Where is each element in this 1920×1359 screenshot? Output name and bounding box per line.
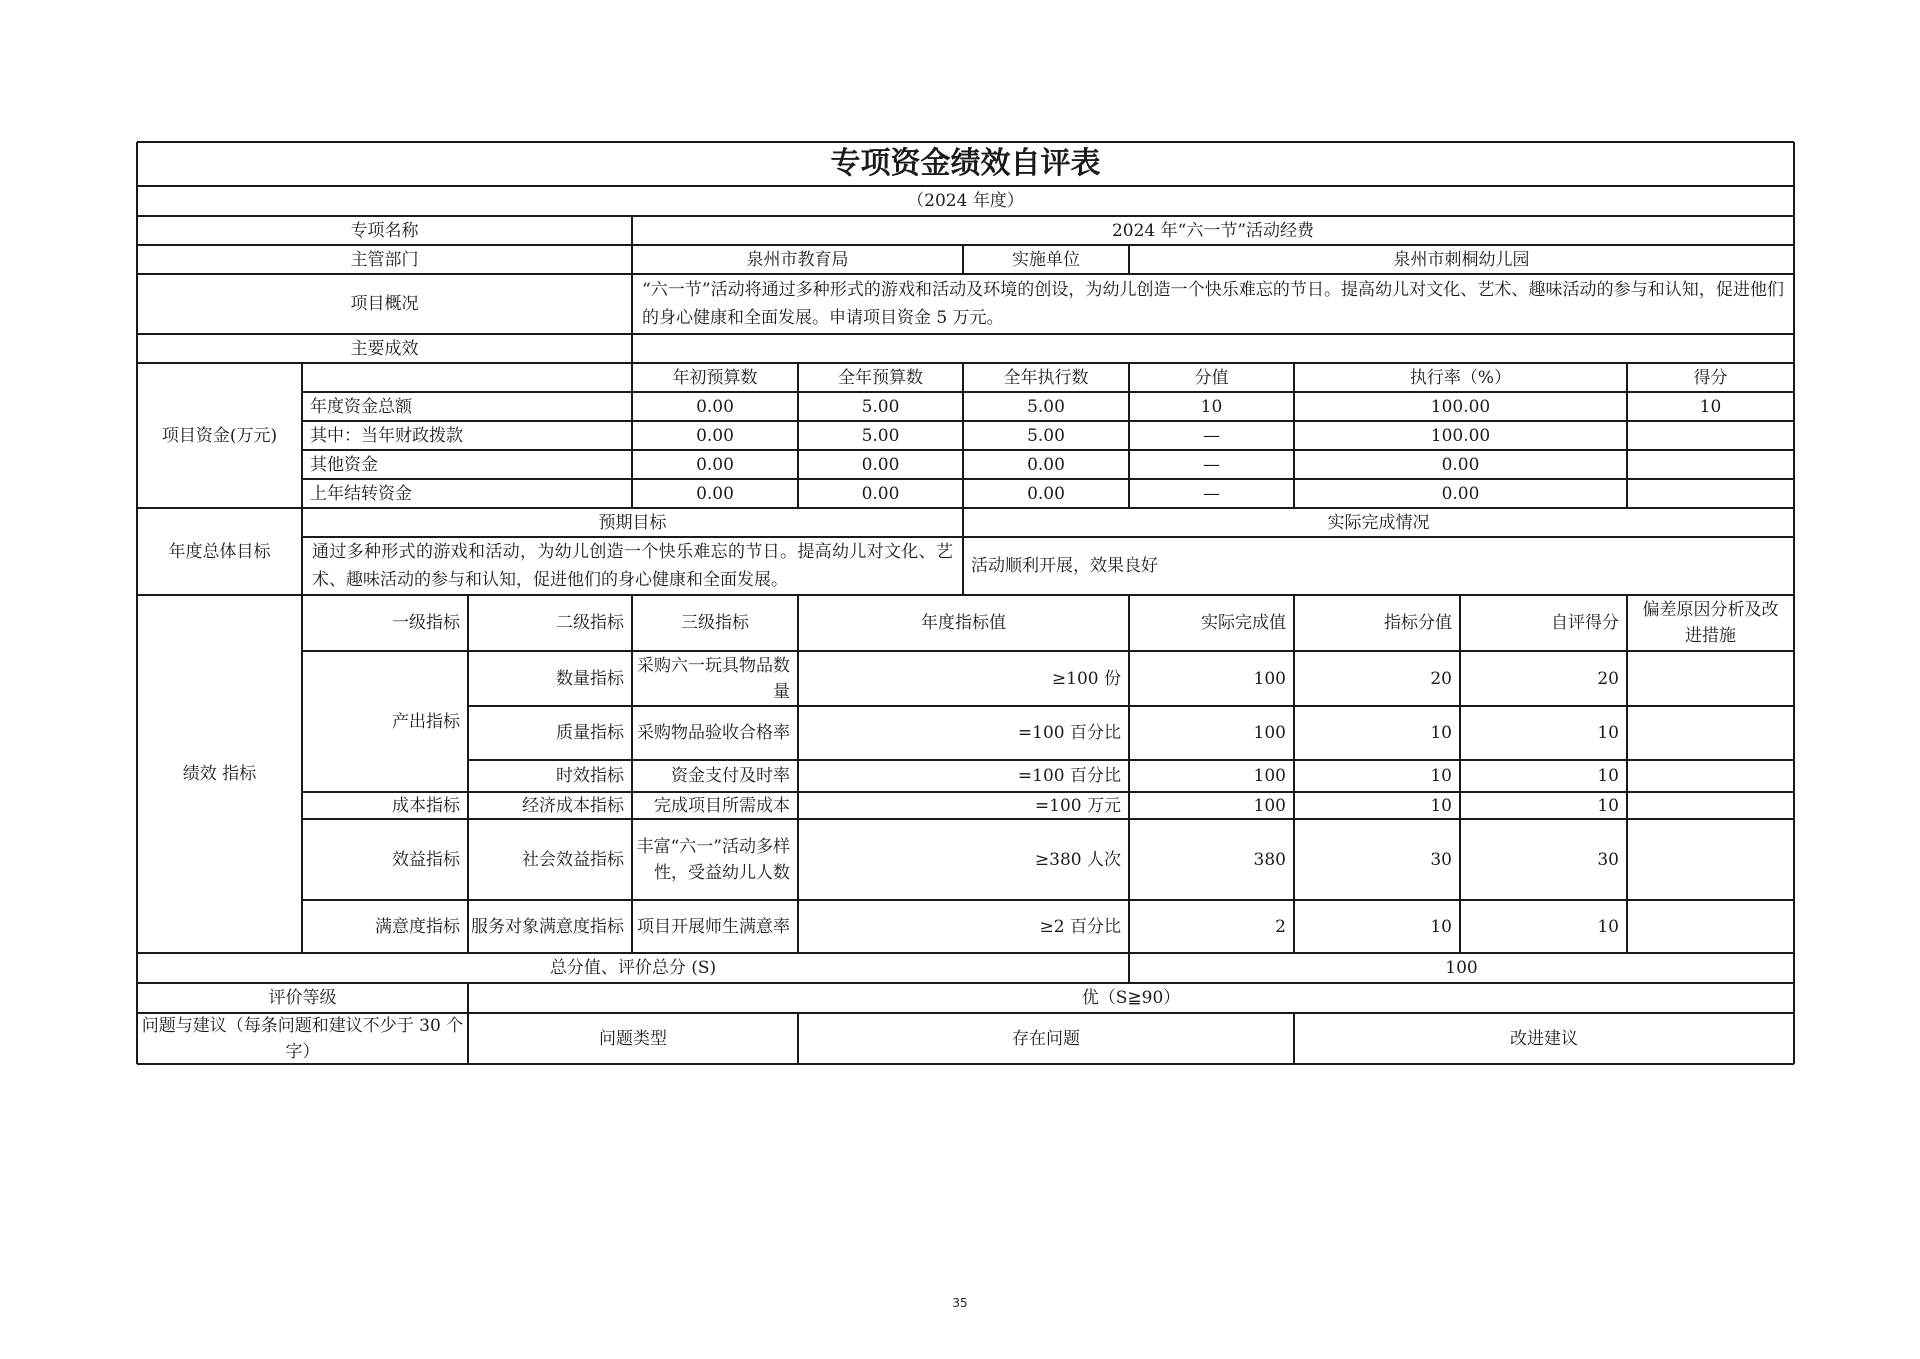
rule-h — [468, 759, 1794, 761]
funds-cell: 100.00 — [1430, 396, 1491, 417]
rule-v — [1128, 245, 1130, 274]
suggestion-header: 改进建议 — [1510, 1028, 1578, 1049]
score-cell: 10 — [1597, 916, 1619, 937]
overview-text: “六一节”活动将通过多种形式的游戏和活动及环境的创设，为幼儿创造一个快乐难忘的节日。提高幼儿对文化、艺术、趣味活动的参与和认知，促进他们的身心健康和全面发展。申请项目资金 5 万元。 — [642, 280, 1784, 328]
rule-v — [301, 363, 303, 508]
level2-cell: 经济成本指标 — [522, 795, 624, 816]
rule-h — [137, 333, 1794, 335]
target-cell: =100 万元 — [1034, 795, 1121, 816]
rule-v — [631, 363, 633, 508]
funds-header-3: 全年执行数 — [1003, 367, 1089, 388]
weight-cell: 10 — [1430, 916, 1452, 937]
perf-header: 指标分值 — [1384, 613, 1452, 633]
total-score-label: 总分值、评价总分 (S) — [549, 958, 717, 978]
weight-cell: 10 — [1430, 795, 1452, 816]
target-cell: ≥100 份 — [1051, 668, 1121, 689]
rule-h — [302, 391, 1794, 393]
perf-header: 年度指标值 — [921, 613, 1006, 633]
goals-label: 年度总体目标 — [168, 541, 271, 562]
rule-v — [797, 1013, 799, 1064]
rule-v — [301, 508, 303, 595]
rule-v — [1626, 595, 1628, 953]
rule-v — [1293, 595, 1295, 953]
rule-h — [137, 982, 1794, 984]
funds-row-name: 其他资金 — [310, 454, 378, 475]
level3-cell: 丰富“六一”活动多样性，受益幼儿人数 — [636, 836, 790, 883]
funds-header-1: 年初预算数 — [672, 367, 758, 388]
rule-v — [1626, 363, 1628, 508]
score-cell: 10 — [1597, 766, 1619, 786]
funds-header-2: 全年预算数 — [838, 367, 923, 388]
weight-cell: 10 — [1430, 723, 1452, 743]
level2-cell: 时效指标 — [556, 766, 624, 786]
funds-row-name: 其中：当年财政拨款 — [310, 425, 463, 446]
unit-label: 实施单位 — [1012, 249, 1080, 270]
page-title: 专项资金绩效自评表 — [830, 146, 1101, 181]
funds-row-name: 年度资金总额 — [310, 396, 412, 417]
actual-cell: 100 — [1253, 795, 1286, 816]
level3-cell: 项目开展师生满意率 — [637, 916, 790, 937]
achievement-label: 主要成效 — [350, 338, 419, 359]
funds-cell: 100.00 — [1430, 425, 1491, 446]
rule-h — [137, 362, 1794, 364]
funds-cell: 0.00 — [696, 483, 734, 504]
rule-v — [797, 363, 799, 508]
score-cell: 20 — [1597, 668, 1619, 689]
rule-v — [1293, 1013, 1295, 1064]
rule-v — [1128, 953, 1130, 983]
funds-cell: 10 — [1200, 396, 1223, 417]
page-number: 35 — [952, 1296, 968, 1310]
target-cell: =100 百分比 — [1017, 723, 1121, 743]
dept-value: 泉州市教育局 — [746, 249, 849, 270]
level1-output: 产出指标 — [392, 711, 460, 732]
rule-h — [137, 594, 1794, 596]
perf-header: 二级指标 — [556, 613, 624, 633]
rule-h — [137, 141, 1794, 143]
issue-type-header: 问题类型 — [599, 1028, 667, 1049]
level2-cell: 质量指标 — [556, 723, 624, 743]
rule-v — [1128, 363, 1130, 508]
level3-cell: 完成项目所需成本 — [654, 795, 790, 816]
weight-cell: 20 — [1430, 668, 1452, 689]
rule-h — [302, 791, 1794, 793]
rule-v — [1459, 595, 1461, 953]
level3-cell: 采购六一玩具物品数量 — [637, 655, 790, 702]
rule-v — [1793, 142, 1795, 1064]
actual-cell: 100 — [1253, 766, 1286, 786]
actual-cell: 100 — [1253, 723, 1286, 743]
rule-h — [137, 273, 1794, 275]
rule-h — [137, 1012, 1794, 1014]
rule-h — [137, 507, 1794, 509]
rule-h — [302, 536, 1794, 538]
rule-h — [302, 449, 1794, 451]
level3-cell: 采购物品验收合格率 — [637, 723, 790, 743]
target-cell: ≥2 百分比 — [1039, 916, 1121, 937]
rule-v — [467, 595, 469, 953]
funds-cell: — — [1203, 454, 1220, 475]
level1-cost: 成本指标 — [392, 795, 460, 816]
overview-label: 项目概况 — [350, 294, 419, 314]
project-name-value: 2024 年“六一节”活动经费 — [1111, 220, 1315, 241]
funds-cell: 0.00 — [696, 454, 734, 475]
funds-cell: 0.00 — [1027, 483, 1065, 504]
rule-v — [797, 595, 799, 953]
rule-h — [137, 1063, 1794, 1065]
perf-header: 自评得分 — [1551, 613, 1619, 633]
rule-v — [962, 508, 964, 595]
funds-cell: — — [1203, 425, 1220, 446]
issue-header: 存在问题 — [1012, 1028, 1080, 1049]
rule-h — [302, 899, 1794, 901]
funds-header-6: 得分 — [1693, 367, 1728, 388]
funds-cell: 10 — [1699, 396, 1722, 417]
level3-cell: 资金支付及时率 — [671, 766, 790, 786]
level1-satisfaction: 满意度指标 — [375, 916, 460, 937]
rule-h — [137, 952, 1794, 954]
rule-v — [1293, 363, 1295, 508]
rule-h — [137, 215, 1794, 217]
actual-status-text: 活动顺利开展，效果良好 — [971, 556, 1158, 576]
level2-cell: 社会效益指标 — [522, 849, 624, 870]
level2-cell: 服务对象满意度指标 — [471, 916, 624, 937]
rule-h — [137, 244, 1794, 246]
year-label: （2024 年度） — [907, 191, 1024, 211]
perf-header: 三级指标 — [681, 613, 749, 633]
funds-cell: — — [1203, 483, 1220, 504]
funds-cell: 5.00 — [1027, 425, 1065, 446]
evaluation-table — [137, 142, 1794, 1064]
funds-cell: 0.00 — [696, 396, 734, 417]
perf-label: 绩效 指标 — [182, 764, 257, 784]
rule-h — [137, 185, 1794, 187]
rule-h — [302, 420, 1794, 422]
score-cell: 10 — [1597, 795, 1619, 816]
total-score-value: 100 — [1445, 958, 1478, 978]
target-cell: ≥380 人次 — [1034, 849, 1121, 870]
funds-cell: 0.00 — [1441, 483, 1480, 504]
rule-h — [468, 705, 1794, 707]
funds-cell: 5.00 — [861, 396, 900, 417]
funds-header-4: 分值 — [1194, 367, 1229, 388]
unit-value: 泉州市刺桐幼儿园 — [1393, 249, 1530, 270]
weight-cell: 10 — [1430, 766, 1452, 786]
funds-cell: 0.00 — [1027, 454, 1065, 475]
rule-v — [962, 363, 964, 508]
actual-cell: 2 — [1275, 916, 1286, 937]
target-cell: =100 百分比 — [1017, 766, 1121, 786]
funds-label: 项目资金(万元) — [161, 425, 278, 446]
rule-v — [467, 983, 469, 1064]
funds-header-5: 执行率（%） — [1409, 367, 1512, 388]
weight-cell: 30 — [1430, 849, 1452, 870]
grade-value: 优（S≧90） — [1081, 988, 1181, 1008]
level2-cell: 数量指标 — [556, 668, 624, 689]
table-grid — [137, 142, 1794, 1064]
score-cell: 30 — [1597, 849, 1619, 870]
funds-cell: 0.00 — [696, 425, 734, 446]
funds-cell: 0.00 — [861, 454, 900, 475]
funds-cell: 0.00 — [1441, 454, 1480, 475]
project-name-label: 专项名称 — [350, 220, 419, 241]
score-cell: 10 — [1597, 723, 1619, 743]
funds-cell: 0.00 — [861, 483, 900, 504]
rule-v — [1128, 595, 1130, 953]
level1-benefit: 效益指标 — [392, 849, 460, 870]
expected-goal-header: 预期目标 — [598, 512, 667, 533]
rule-v — [136, 142, 138, 1064]
actual-cell: 380 — [1253, 849, 1286, 870]
rule-v — [962, 245, 964, 274]
dept-label: 主管部门 — [350, 249, 419, 270]
funds-cell: 5.00 — [1027, 396, 1065, 417]
expected-goal-text: 通过多种形式的游戏和活动，为幼儿创造一个快乐难忘的节日。提高幼儿对文化、艺术、趣味活动的参与和认知，促进他们的身心健康和全面发展。 — [312, 542, 953, 590]
rule-v — [631, 595, 633, 953]
grade-label: 评价等级 — [268, 988, 337, 1008]
perf-header: 一级指标 — [392, 613, 460, 633]
actual-status-header: 实际完成情况 — [1327, 512, 1430, 533]
rule-h — [302, 650, 1794, 652]
funds-row-name: 上年结转资金 — [310, 483, 412, 504]
rule-v — [301, 595, 303, 953]
perf-header: 实际完成值 — [1201, 613, 1286, 633]
rule-v — [631, 216, 633, 363]
rule-h — [302, 478, 1794, 480]
issues-label: 问题与建议（每条问题和建议不少于 30 个字） — [141, 1015, 464, 1062]
rule-h — [302, 818, 1794, 820]
funds-cell: 5.00 — [861, 425, 900, 446]
actual-cell: 100 — [1253, 668, 1286, 689]
perf-header: 偏差原因分析及改进措施 — [1642, 600, 1779, 646]
